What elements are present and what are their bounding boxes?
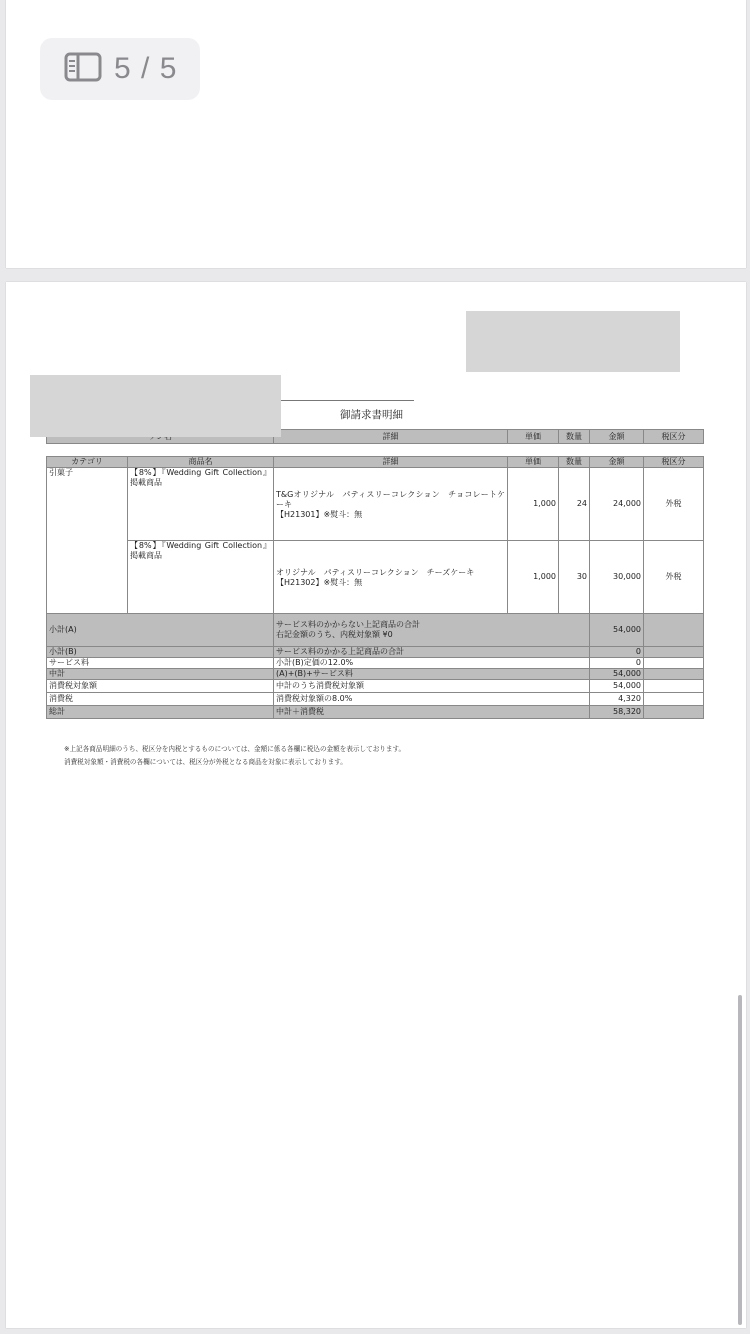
summary-desc: (A)+(B)+サービス料: [274, 669, 590, 680]
detail-code: 【H21301】※熨斗：無: [276, 510, 363, 519]
summary-desc: 消費税対象額の8.0%: [274, 693, 590, 706]
summary-row: [47, 680, 704, 693]
summary-row: [47, 706, 704, 719]
summary-desc: 小計(B)定価の12.0%: [274, 658, 590, 669]
product-cell: 【8%】『Wedding Gift Collection』 掲載商品: [128, 541, 274, 614]
summary-desc: 中計のうち消費税対象額: [274, 680, 590, 693]
summary-row: [47, 658, 704, 669]
header-qty: 数量: [559, 430, 590, 444]
summary-amount: 0: [590, 647, 644, 658]
detail-cell: [274, 541, 508, 614]
page-counter: 5 / 5: [114, 52, 178, 85]
qty-cell: 24: [559, 468, 590, 541]
col-detail: 詳細: [274, 457, 508, 468]
col-qty: 数量: [559, 457, 590, 468]
summary-tax: [644, 680, 704, 693]
col-unit-price: 単価: [508, 457, 559, 468]
summary-label: 小計(A): [47, 614, 274, 647]
summary-desc: サービス料のかかる上記商品の合計: [274, 647, 590, 658]
book-icon: [64, 52, 102, 86]
header-tax-class: 税区分: [644, 430, 704, 444]
col-product: 商品名: [128, 457, 274, 468]
summary-desc-line: サービス料のかからない上記商品の合計: [276, 620, 420, 629]
col-amount: 金額: [590, 457, 644, 468]
summary-tax: [644, 647, 704, 658]
product-cell: 【8%】『Wedding Gift Collection』 掲載商品: [128, 468, 274, 541]
summary-label: 消費税: [47, 693, 274, 706]
col-tax-class: 税区分: [644, 457, 704, 468]
summary-amount: 0: [590, 658, 644, 669]
qty-cell: 30: [559, 541, 590, 614]
table-row: [47, 541, 704, 614]
summary-desc: [274, 614, 590, 647]
tax-class-cell: 外税: [644, 541, 704, 614]
summary-tax: [644, 658, 704, 669]
summary-tax: [644, 693, 704, 706]
summary-label: 消費税対象額: [47, 680, 274, 693]
summary-label: 中計: [47, 669, 274, 680]
footnotes: [64, 743, 405, 769]
footnote-line: ※上記各商品明細のうち、税区分を内税とするものについては、金額に係る各欄に税込の金額を表示しております。: [64, 745, 406, 753]
summary-desc: 中計＋消費税: [274, 706, 590, 719]
invoice-detail-table: [46, 456, 704, 719]
amount-cell: 24,000: [590, 468, 644, 541]
redacted-block: [30, 375, 281, 437]
summary-row: [47, 647, 704, 658]
header-unit-price: 単価: [508, 430, 559, 444]
detail-line: T&Gオリジナル パティスリーコレクション チョコレートケーキ: [276, 490, 505, 509]
summary-desc-line: 右記金額のうち、内税対象額 ¥0: [276, 630, 393, 639]
unit-price-cell: 1,000: [508, 468, 559, 541]
summary-amount: 54,000: [590, 669, 644, 680]
summary-label: 小計(B): [47, 647, 274, 658]
footnote-line: 消費税対象額・消費税の各欄については、税区分が外税となる商品を対象に表示しております。: [64, 758, 347, 766]
scrollbar[interactable]: [738, 995, 742, 1325]
summary-amount: 4,320: [590, 693, 644, 706]
summary-tax: [644, 706, 704, 719]
title-rule: [280, 400, 414, 401]
page-indicator[interactable]: [40, 38, 200, 100]
amount-cell: 30,000: [590, 541, 644, 614]
col-category: カテゴリ: [47, 457, 128, 468]
header-detail: 詳細: [274, 430, 508, 444]
document-title: 御請求書明細: [340, 409, 403, 421]
summary-amount: 54,000: [590, 614, 644, 647]
summary-tax: [644, 614, 704, 647]
summary-label: 総計: [47, 706, 274, 719]
summary-row: [47, 669, 704, 680]
summary-row: [47, 614, 704, 647]
summary-label: サービス料: [47, 658, 274, 669]
unit-price-cell: 1,000: [508, 541, 559, 614]
redacted-block: [466, 311, 680, 372]
summary-amount: 54,000: [590, 680, 644, 693]
summary-tax: [644, 669, 704, 680]
summary-row: [47, 693, 704, 706]
header-amount: 金額: [590, 430, 644, 444]
table-row: [47, 468, 704, 541]
detail-code: 【H21302】※熨斗：無: [276, 578, 363, 587]
summary-amount: 58,320: [590, 706, 644, 719]
detail-cell: [274, 468, 508, 541]
tax-class-cell: 外税: [644, 468, 704, 541]
category-cell: 引菓子: [47, 468, 128, 614]
detail-line: オリジナル パティスリーコレクション チーズケーキ: [276, 568, 475, 577]
